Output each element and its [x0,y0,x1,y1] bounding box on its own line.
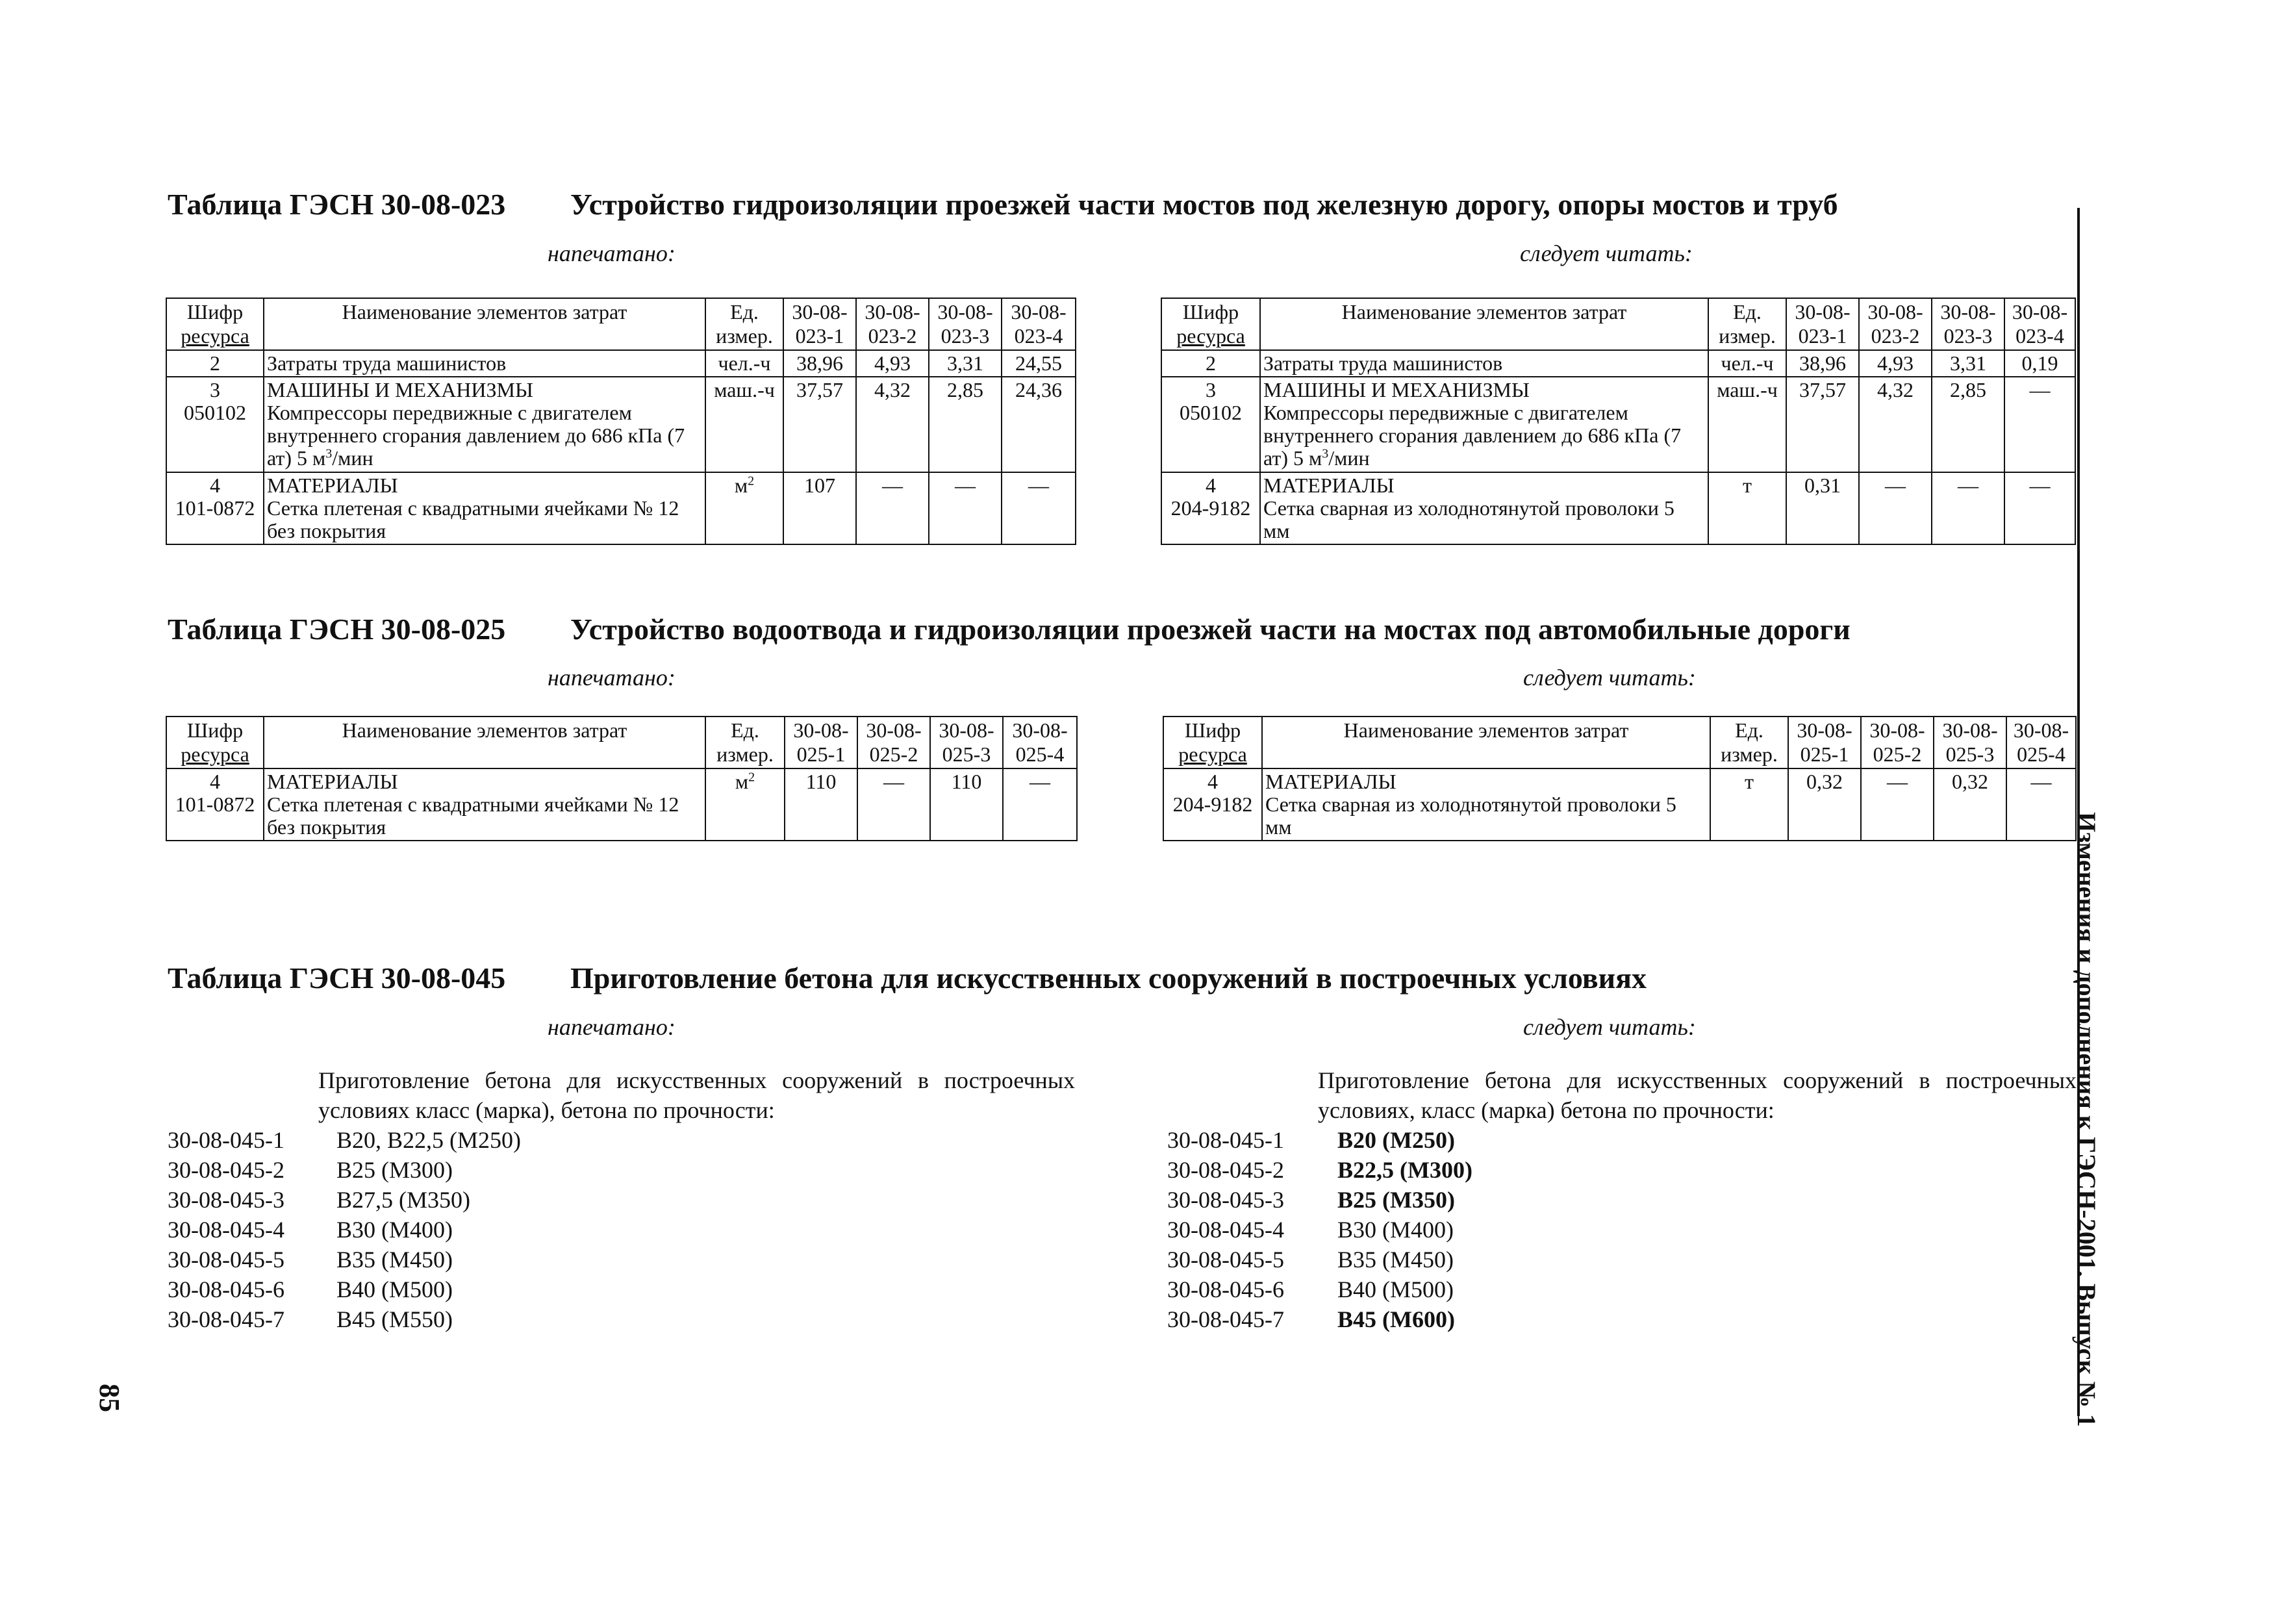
table-023-heading: Устройство гидроизоляции проезжей части мостов под железную дорогу, опоры мостов и труб [570,188,1838,221]
cell-value: 0,19 [2004,350,2075,377]
cell-value: 24,36 [1002,377,1076,472]
cell-unit: $м^2$ [705,768,785,841]
col-header: 30-08- 023-2 [1859,298,1932,350]
col-header: 30-08- 025-4 [1003,717,1077,768]
cell-value: — [857,768,930,841]
cell-value: — [2004,472,2075,545]
cell-code: 050102 [1180,400,1242,424]
col-header: 30-08- 023-2 [856,298,929,350]
cell-code: 2 [1161,350,1260,377]
col-header: 30-08- 025-1 [1788,717,1861,768]
cell-code: 4 [210,473,220,497]
table-row [166,377,1076,472]
cell-code: 204-9182 [1170,496,1251,520]
cell-value: 3,31 [929,350,1002,377]
list-item: 30-08-045-5 В35 (М450) [168,1247,453,1273]
table-header-row [166,298,1076,350]
cell-value: 110 [785,768,857,841]
table-row [166,472,1076,545]
cell-unit: маш.-ч [705,377,783,472]
cell-unit: т [1710,768,1788,841]
col-header: 30-08- 023-3 [929,298,1002,350]
cell-section: МАШИНЫ И МЕХАНИЗМЫ [1263,377,1530,401]
cell-value: 107 [783,472,856,545]
list-item: 30-08-045-4 В30 (М400) [168,1217,453,1243]
list-item: 30-08-045-5 В35 (М450) [1167,1247,1454,1273]
col-name-header: Наименование элементов затрат [264,717,705,768]
table-023-title [168,190,1838,220]
cell-value: — [929,472,1002,545]
should-read-label-025: следует читать: [1523,665,1696,691]
table-row [1161,472,2075,545]
col-code-header: Шифр ресурса [1163,717,1262,768]
list-item: 30-08-045-7 В45 (М550) [168,1306,453,1332]
col-unit-header: Ед. измер. [1710,717,1788,768]
list-item: 30-08-045-3 В27,5 (М350) [168,1187,470,1213]
cell-code: 101-0872 [175,792,255,816]
col-header: 30-08- 023-1 [783,298,856,350]
table-045-heading: Приготовление бетона для искусственных сооружений в построечных условиях [570,961,1647,995]
cell-name: Компрессоры передвижные с двигателем внутреннего сгорания давлением до 686 кПа (7 ат) 5 $м^3$/мин [1263,400,1682,470]
list-item: 30-08-045-1 В20, В22,5 (М250) [168,1127,522,1153]
list-item: 30-08-045-3 В25 (М350) [1167,1187,1455,1213]
cell-value: — [2006,768,2076,841]
cell-code: 101-0872 [175,496,255,520]
table-023-printed [166,298,1076,545]
cell-code: 3 [1206,377,1216,401]
list-item: 30-08-045-4 В30 (М400) [1167,1217,1454,1243]
col-code-header: Шифр ресурса [166,717,264,768]
cell-name: Сетка плетеная с квадратными ячейками № 12 без покрытия [267,496,679,542]
cell-value: 3,31 [1932,350,2004,377]
table-045-printed [168,1065,1077,1334]
cell-code: 4 [1207,769,1218,793]
cell-value: 38,96 [1786,350,1859,377]
list-item: 30-08-045-2 В22,5 (М300) [1167,1157,1472,1183]
table-header-row [1161,298,2075,350]
col-header: 30-08- 023-4 [2004,298,2075,350]
cell-value: 0,32 [1788,768,1861,841]
cell-code: 3 [210,377,220,401]
table-025-heading: Устройство водоотвода и гидроизоляции проезжей части на мостах под автомобильные дороги [570,613,1851,646]
should-read-label-023: следует читать: [1520,240,1693,266]
cell-section: МАТЕРИАЛЫ [1265,769,1396,793]
col-header: 30-08- 023-3 [1932,298,2004,350]
running-header-vertical: Изменения и дополнения к ГЭСН-2001. Выпуск № 1 [2072,812,2101,1427]
cell-code: 4 [1206,473,1216,497]
table-045-number: Таблица ГЭСН 30-08-045 [168,961,506,995]
col-name-header: Наименование элементов затрат [1262,717,1710,768]
cell-unit: чел.-ч [1708,350,1786,377]
cell-code: 4 [210,769,220,793]
cell-value: 2,85 [1932,377,2004,472]
col-unit-header: Ед. измер. [1708,298,1786,350]
col-header: 30-08- 023-4 [1002,298,1076,350]
cell-unit: чел.-ч [705,350,783,377]
cell-value: — [1859,472,1932,545]
table-025-title [168,615,1851,644]
table-row [1163,768,2076,841]
cell-code: 2 [166,350,264,377]
cell-value: 110 [930,768,1003,841]
table-row [1161,377,2075,472]
table-header-row [166,717,1077,768]
cell-value: — [1932,472,2004,545]
table-row [166,768,1077,841]
col-name-header: Наименование элементов затрат [1260,298,1708,350]
table-023-number: Таблица ГЭСН 30-08-023 [168,188,506,221]
cell-section: МАТЕРИАЛЫ [267,769,398,793]
col-header: 30-08- 025-3 [930,717,1003,768]
cell-value: 0,31 [1786,472,1859,545]
cell-value: — [1002,472,1076,545]
printed-label-023: напечатано: [548,240,676,266]
col-unit-header: Ед. измер. [705,298,783,350]
col-header: 30-08- 025-2 [857,717,930,768]
cell-value: — [856,472,929,545]
cell-value: — [2004,377,2075,472]
cell-value: — [1861,768,1934,841]
printed-label-045: напечатано: [548,1014,676,1040]
col-header: 30-08- 023-1 [1786,298,1859,350]
cell-value: — [1003,768,1077,841]
col-name-header: Наименование элементов затрат [264,298,705,350]
list-item: 30-08-045-6 В40 (М500) [1167,1276,1454,1302]
col-unit-header: Ед. измер. [705,717,785,768]
list-item: 30-08-045-2 В25 (М300) [168,1157,453,1183]
col-header: 30-08- 025-1 [785,717,857,768]
cell-value: 24,55 [1002,350,1076,377]
page-number: 85 [94,1384,125,1412]
col-header: 30-08- 025-2 [1861,717,1934,768]
cell-value: 4,93 [1859,350,1932,377]
cell-name: Сетка плетеная с квадратными ячейками № 12 без покрытия [267,792,679,839]
table-025-printed [166,716,1078,841]
list-item: 30-08-045-1 В20 (М250) [1167,1127,1455,1153]
cell-code: 050102 [184,400,246,424]
list-item: 30-08-045-6 В40 (М500) [168,1276,453,1302]
table-023-correct [1161,298,2076,545]
cell-section: МАТЕРИАЛЫ [267,473,398,497]
col-header: 30-08- 025-4 [2006,717,2076,768]
list-intro: Приготовление бетона для искусственных сооружений в построечных условиях, класс (марка) бетона по прочности: [1318,1067,2077,1123]
table-045-title [168,963,1647,993]
cell-value: 38,96 [783,350,856,377]
cell-unit: т [1708,472,1786,545]
cell-unit: $м^2$ [705,472,783,545]
cell-name: Затраты труда машинистов [264,350,705,377]
table-025-correct [1163,716,2077,841]
list-item: 30-08-045-7 В45 (М600) [1167,1306,1455,1332]
table-045-correct [1167,1065,2077,1334]
cell-unit: маш.-ч [1708,377,1786,472]
list-intro: Приготовление бетона для искусственных сооружений в построечных условиях класс (марка), бетона по прочности: [318,1067,1075,1123]
cell-value: 37,57 [783,377,856,472]
table-header-row [1163,717,2076,768]
cell-section: МАТЕРИАЛЫ [1263,473,1395,497]
table-row [1161,350,2075,377]
cell-name: Компрессоры передвижные с двигателем внутреннего сгорания давлением до 686 кПа (7 ат) 5 $м^3$/мин [267,400,685,470]
table-row [166,350,1076,377]
printed-label-025: напечатано: [548,665,676,691]
cell-code: 204-9182 [1172,792,1253,816]
table-025-number: Таблица ГЭСН 30-08-025 [168,613,506,646]
cell-name: Сетка сварная из холоднотянутой проволоки 5 мм [1265,792,1676,839]
cell-value: 4,32 [856,377,929,472]
cell-section: МАШИНЫ И МЕХАНИЗМЫ [267,377,533,401]
cell-name: Затраты труда машинистов [1260,350,1708,377]
col-header: 30-08- 025-3 [1934,717,2006,768]
cell-name: Сетка сварная из холоднотянутой проволоки 5 мм [1263,496,1674,542]
cell-value: 2,85 [929,377,1002,472]
should-read-label-045: следует читать: [1523,1014,1696,1040]
cell-value: 4,93 [856,350,929,377]
col-code-header: Шифр ресурса [1161,298,1260,350]
cell-value: 4,32 [1859,377,1932,472]
col-code-header: Шифр ресурса [166,298,264,350]
cell-value: 0,32 [1934,768,2006,841]
cell-value: 37,57 [1786,377,1859,472]
